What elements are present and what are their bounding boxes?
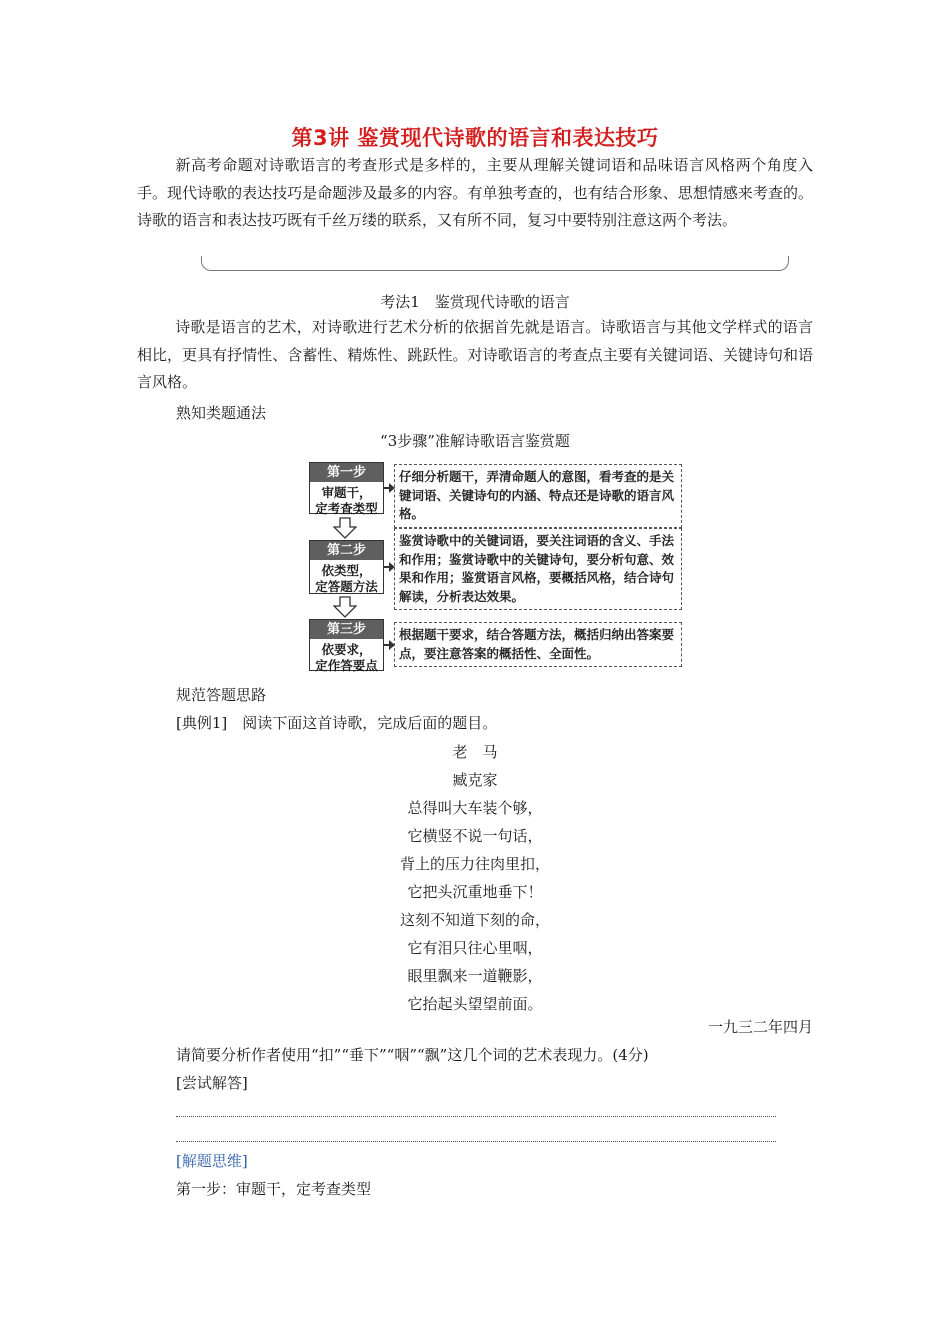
step-1-line1: 审题干， [321,485,372,500]
poem-line: 它有泪只往心里咽， [407,939,543,957]
intro-text: 新高考命题对诗歌语言的考查形式是多样的，主要从理解关键词语和品味语言风格两个角度入手。现代诗歌的表达技巧是命题涉及最多的内容。有单独考查的，也有结合形象、思想情感来考查的。诗歌的语言和表达技巧既有千丝万缕的联系，又有所不同，复习中要特别注意这两个考法。 [137,156,813,229]
try-label: [尝试解答] [176,1074,248,1092]
step-1-box [309,462,384,514]
step-2-line1: 依类型， [321,563,372,578]
poem-line: 背上的压力往肉里扣， [399,855,550,873]
section-title: 考法1 鉴赏现代诗歌的语言 [380,293,570,311]
section-text: 诗歌是语言的艺术，对诗歌进行艺术分析的依据首先就是语言。诗歌语言与其他文学样式的语言相比，更具有抒情性、含蓄性、精炼性、跳跃性。对诗歌语言的考查点主要有关键词语、关键诗句和语言风格。 [137,318,813,391]
step-2-connector [384,566,390,568]
step-3-line1: 依要求， [321,642,372,657]
poem-line: 眼里飘来一道鞭影， [407,967,543,985]
step1-line: 第一步：审题干，定考查类型 [176,1180,372,1198]
step-1-desc: 仔细分析题干，弄清命题人的意图，看考查的是关键词语、关键诗句的内涵、特点还是诗歌的语言风格。 [394,464,682,528]
thinking-label: [解题思维] [176,1152,248,1170]
down-arrow-icon [333,596,357,618]
label-tongfa: 熟知类题通法 [176,404,267,422]
step-3-head: 第三步 [310,620,383,639]
step-1-connector [384,487,390,489]
poem-date: 一九三二年四月 [707,1018,813,1036]
step-3-desc: 根据题干要求，结合答题方法，概括归纳出答案要点，要注意答案的概括性、全面性。 [394,622,682,667]
poem-line: 它抬起头望望前面。 [407,995,543,1013]
step-2-head: 第二步 [310,541,383,560]
down-arrow-icon [333,517,357,539]
poem-author: 臧克家 [452,771,498,789]
step-2-desc: 鉴赏诗歌中的关键词语，要关注词语的含义、手法和作用；鉴赏诗歌中的关键诗句，要分析句意、效果和作用；鉴赏语言风格，要概括风格，结合诗句解读，分析表达效果。 [394,528,682,610]
step-3-connector [384,644,390,646]
poem-line: 它横竖不说一句话， [407,827,543,845]
answer-line-2[interactable] [176,1141,776,1142]
step-3-line2: 定作答要点 [315,658,378,673]
step-1-line2: 定考查类型 [315,501,378,516]
question: 请简要分析作者使用“扣”“垂下”“咽”“飘”这几个词的艺术表现力。(4分) [176,1046,649,1064]
step-1-head: 第一步 [310,463,383,482]
answer-line-1[interactable] [176,1116,776,1117]
step-2-line2: 定答题方法 [315,579,378,594]
label-silu: 规范答题思路 [176,686,267,704]
section-divider [201,256,789,271]
step-3-box [309,619,384,671]
poem-line: 它把头沉重地垂下！ [407,883,543,901]
section-paragraph [137,314,813,397]
flow-title: “3步骤”准解诗歌语言鉴赏题 [380,432,570,450]
page-title: 第3讲 鉴赏现代诗歌的语言和表达技巧 [291,126,659,150]
example-label: [典例1] 阅读下面这首诗歌，完成后面的题目。 [176,714,498,732]
poem [0,738,950,1018]
poem-title: 老 马 [452,743,498,761]
poem-line: 总得叫大车装个够， [407,799,543,817]
step-2-box [309,540,384,594]
poem-line: 这刻不知道下刻的命， [399,911,550,929]
intro-paragraph [137,152,813,235]
